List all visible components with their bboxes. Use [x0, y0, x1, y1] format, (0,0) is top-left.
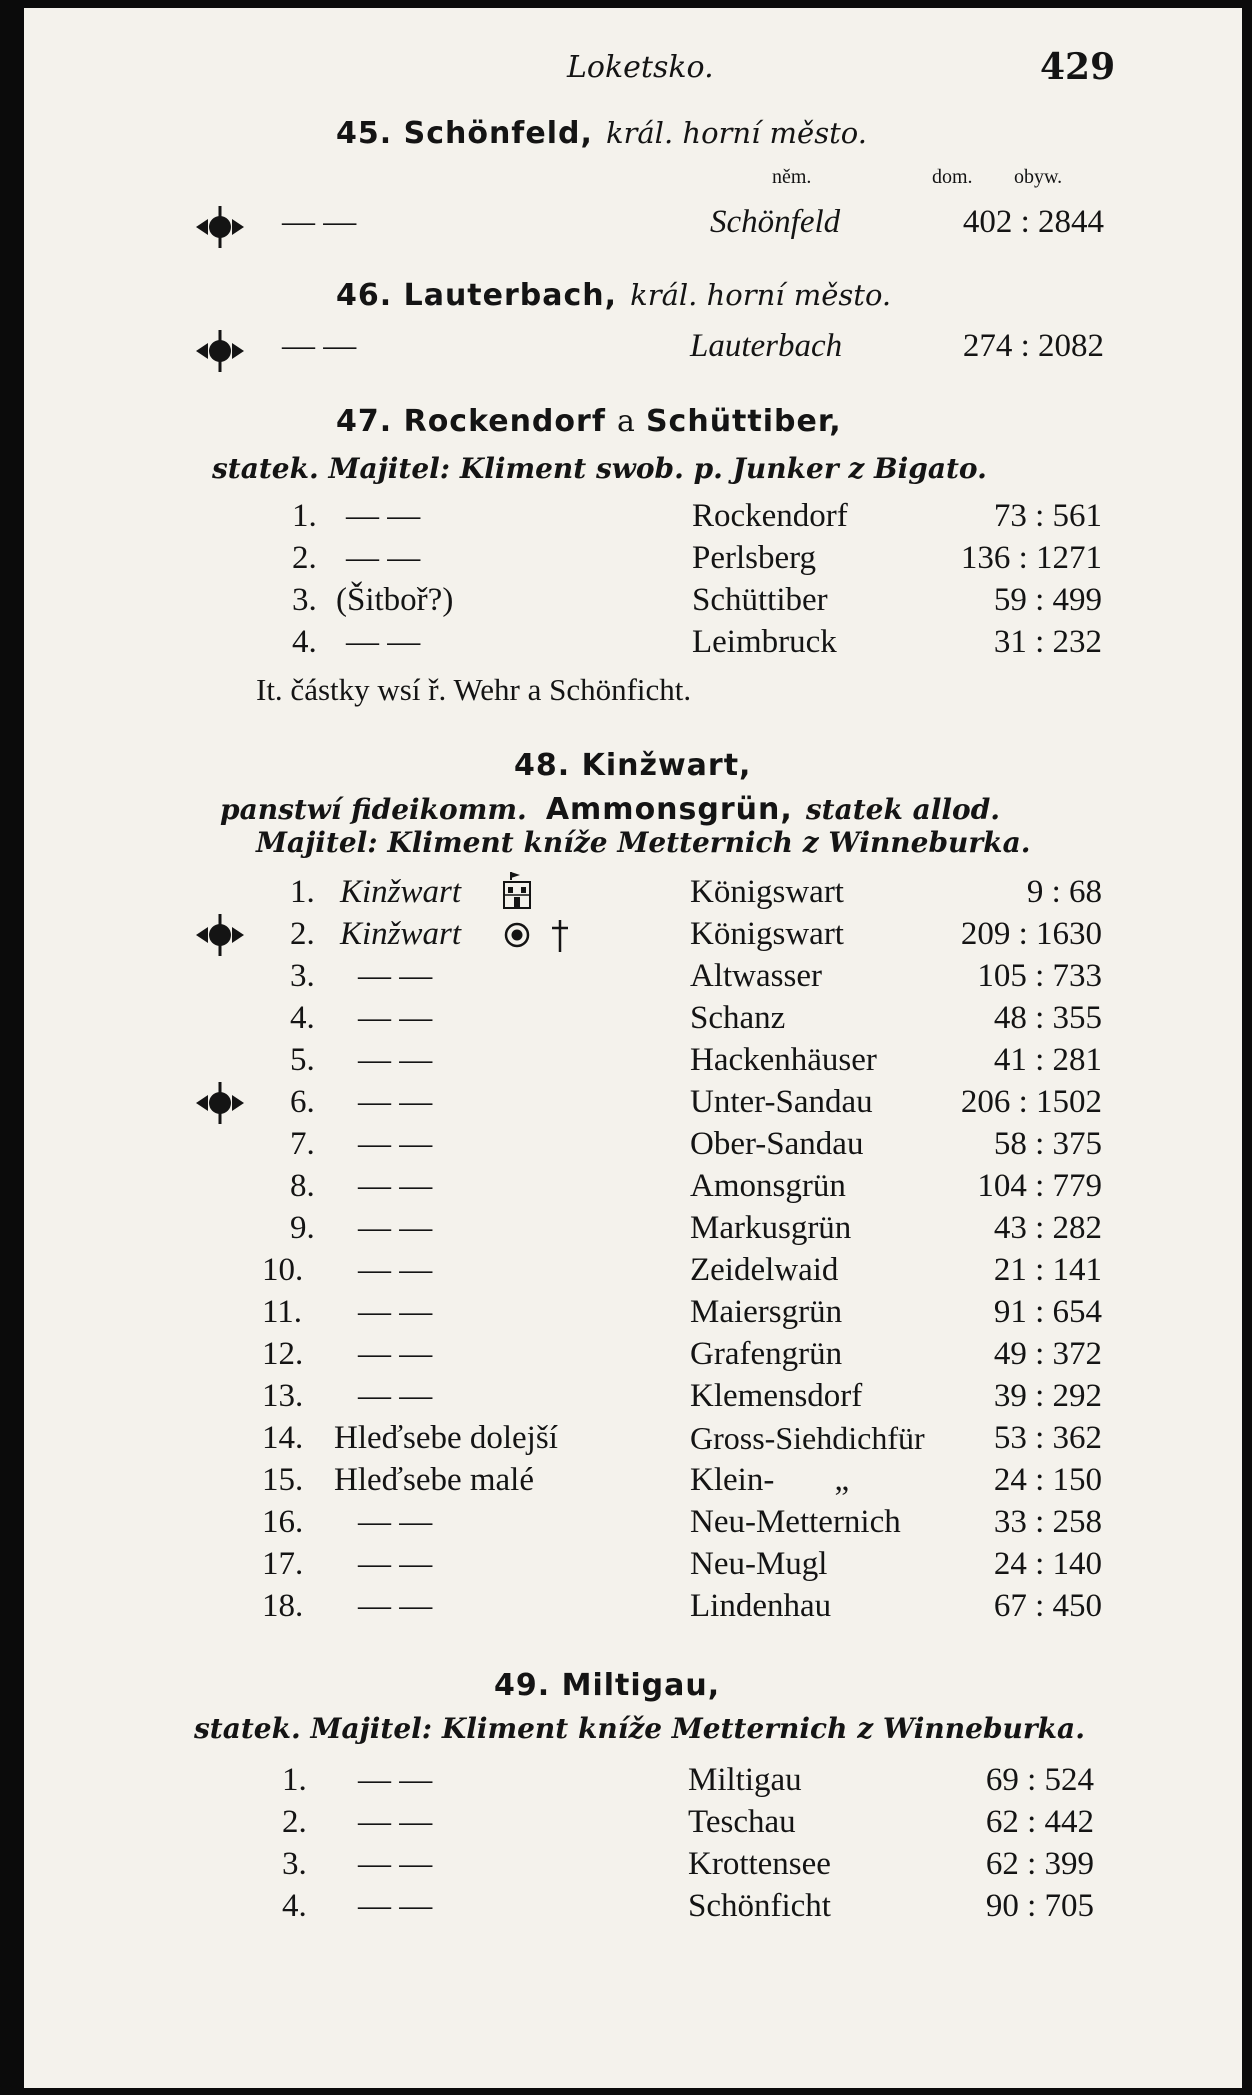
czech-name: — — — [358, 1588, 433, 1624]
german-name: Unter-Sandau — [690, 1084, 873, 1120]
german-name: Maiersgrün — [690, 1294, 843, 1330]
heading-conjunction: a — [616, 404, 635, 439]
german-name: Königswart — [690, 916, 844, 952]
population-value: 206 : 1502 — [960, 1084, 1102, 1120]
row-number: 9. — [290, 1210, 315, 1246]
estate-name: Ammonsgrün, — [545, 792, 793, 827]
population-value: 53 : 362 — [993, 1420, 1102, 1456]
german-name: Zeidelwaid — [690, 1252, 839, 1288]
section-45-heading — [336, 116, 867, 151]
german-name: Ober-Sandau — [690, 1126, 864, 1162]
population-value: 41 : 281 — [993, 1042, 1102, 1078]
german-name: Miltigau — [688, 1762, 802, 1798]
population-value: 62 : 399 — [985, 1846, 1094, 1882]
row-number: 2. — [292, 540, 317, 576]
czech-name: Kinžwart — [340, 916, 462, 952]
population-value: 73 : 561 — [993, 498, 1102, 534]
market-cross-icon — [192, 330, 248, 372]
population-value: 43 : 282 — [993, 1210, 1102, 1246]
german-name: Neu-Mugl — [690, 1546, 828, 1582]
population-value: 59 : 499 — [993, 582, 1102, 618]
row-number: 13. — [262, 1378, 304, 1414]
german-name: Schönficht — [688, 1888, 831, 1924]
owner-line: statek. Majitel: Kliment swob. p. Junker z Bigato. — [212, 452, 987, 485]
population-value: 90 : 705 — [985, 1888, 1094, 1924]
section-note: It. částky wsí ř. Wehr a Schönficht. — [256, 672, 692, 707]
market-cross-icon — [192, 914, 248, 956]
population-value: 274 : 2082 — [962, 328, 1104, 364]
section-47-heading — [336, 404, 842, 439]
section-48-heading: 48. Kinžwart, — [514, 748, 752, 783]
row-number: 4. — [290, 1000, 315, 1036]
estate-line — [220, 792, 1000, 827]
row-number: 5. — [290, 1042, 315, 1078]
czech-name: — — — [358, 1210, 433, 1246]
row-number: 3. — [292, 582, 317, 618]
czech-name: — — — [358, 1000, 433, 1036]
population-value: 33 : 258 — [993, 1504, 1102, 1540]
german-name: Schönfeld — [710, 204, 841, 240]
german-name: Lindenhau — [690, 1588, 832, 1624]
row-number: 6. — [290, 1084, 315, 1120]
owner-line: Majitel: Kliment kníže Metternich z Winneburka. — [256, 826, 1031, 859]
german-name: Krottensee — [688, 1846, 831, 1882]
population-value: 136 : 1271 — [960, 540, 1102, 576]
population-value: 39 : 292 — [993, 1378, 1102, 1414]
estate-type: panstwí fideikomm. — [220, 793, 527, 826]
population-value: 48 : 355 — [993, 1000, 1102, 1036]
czech-name: (Šitboř?) — [336, 582, 454, 618]
population-value: 62 : 442 — [985, 1804, 1094, 1840]
owner-line: statek. Majitel: Kliment kníže Metternich z Winneburka. — [194, 1712, 1085, 1745]
population-value: 402 : 2844 — [962, 204, 1104, 240]
czech-name: — — — [358, 1762, 433, 1798]
row-number: 17. — [262, 1546, 304, 1582]
czech-name: — — — [358, 1252, 433, 1288]
row-number: 1. — [290, 874, 315, 910]
czech-name: — — — [346, 498, 421, 534]
german-name: Schanz — [690, 1000, 786, 1036]
section-49-heading: 49. Miltigau, — [494, 1668, 721, 1703]
row-number: 2. — [290, 916, 315, 952]
population-value: 21 : 141 — [993, 1252, 1102, 1288]
czech-name: Hleďsebe dolejší — [334, 1420, 558, 1456]
czech-name: — — — [358, 1846, 433, 1882]
population-value: 67 : 450 — [993, 1588, 1102, 1624]
population-value: 24 : 140 — [993, 1546, 1102, 1582]
page-sheet — [24, 8, 1242, 2088]
czech-name: — — — [346, 624, 421, 660]
german-name: Klemensdorf — [690, 1378, 863, 1414]
estate-type: statek allod. — [805, 793, 1001, 826]
czech-name: — — — [358, 1294, 433, 1330]
czech-name: — — — [282, 328, 357, 364]
market-cross-icon — [192, 1082, 248, 1124]
row-number: 7. — [290, 1126, 315, 1162]
german-name: Schüttiber — [692, 582, 828, 618]
population-value: 105 : 733 — [977, 958, 1102, 994]
population-value: 209 : 1630 — [960, 916, 1102, 952]
german-name: Markusgrün — [690, 1210, 852, 1246]
czech-name: — — — [358, 1804, 433, 1840]
row-number: 10. — [262, 1252, 304, 1288]
czech-name: — — — [358, 1336, 433, 1372]
section-kind: král. horní město. — [630, 278, 892, 312]
german-name: Teschau — [688, 1804, 796, 1840]
section-46-heading — [336, 278, 891, 313]
german-name: Rockendorf — [692, 498, 848, 534]
section-kind: král. horní město. — [605, 116, 867, 150]
row-number: 1. — [292, 498, 317, 534]
german-name: Altwasser — [690, 958, 822, 994]
czech-name: — — — [358, 1126, 433, 1162]
german-name: Klein- „ — [690, 1462, 850, 1498]
population-value: 9 : 68 — [1026, 874, 1102, 910]
row-number: 16. — [262, 1504, 304, 1540]
row-number: 14. — [262, 1420, 304, 1456]
section-heading-text: Schüttiber, — [645, 404, 842, 439]
row-number: 1. — [282, 1762, 307, 1798]
population-value: 58 : 375 — [993, 1126, 1102, 1162]
row-number: 4. — [282, 1888, 307, 1924]
czech-name: — — — [346, 540, 421, 576]
czech-name: Hleďsebe malé — [334, 1462, 534, 1498]
column-label-obyv: obyw. — [1014, 166, 1063, 188]
row-number: 3. — [282, 1846, 307, 1882]
population-value: 31 : 232 — [993, 624, 1102, 660]
row-number: 18. — [262, 1588, 304, 1624]
population-value: 104 : 779 — [977, 1168, 1102, 1204]
castle-icon — [502, 870, 532, 910]
section-heading-text: 45. Schönfeld, — [336, 116, 593, 151]
row-number: 2. — [282, 1804, 307, 1840]
german-name: Königswart — [690, 874, 844, 910]
german-name: Neu-Metternich — [690, 1504, 901, 1540]
row-number: 12. — [262, 1336, 304, 1372]
market-cross-icon — [192, 206, 248, 248]
column-label-dom: dom. — [932, 166, 973, 188]
town-icon — [504, 922, 530, 948]
population-value: 91 : 654 — [993, 1294, 1102, 1330]
german-name: Perlsberg — [692, 540, 817, 576]
czech-name: Kinžwart — [340, 874, 462, 910]
czech-name: — — — [358, 1168, 433, 1204]
czech-name: — — — [358, 958, 433, 994]
czech-name: — — — [358, 1084, 433, 1120]
section-heading-text: 47. Rockendorf — [336, 404, 606, 439]
german-name: Leimbruck — [692, 624, 837, 660]
german-name: Amonsgrün — [690, 1168, 846, 1204]
czech-name: — — — [358, 1504, 433, 1540]
column-label-nem: něm. — [772, 166, 812, 188]
german-name: Grafengrün — [690, 1336, 843, 1372]
page-title: Loketsko. — [567, 50, 714, 85]
population-value: 49 : 372 — [993, 1336, 1102, 1372]
population-value: 69 : 524 — [985, 1762, 1094, 1798]
german-name: Lauterbach — [690, 328, 843, 364]
german-name: Gross-Siehdichfür — [690, 1420, 925, 1456]
row-number: 3. — [290, 958, 315, 994]
row-number: 11. — [262, 1294, 303, 1330]
czech-name: — — — [358, 1546, 433, 1582]
row-number: 15. — [262, 1462, 304, 1498]
row-number: 4. — [292, 624, 317, 660]
population-value: 24 : 150 — [993, 1462, 1102, 1498]
section-heading-text: 46. Lauterbach, — [336, 278, 618, 313]
czech-name: — — — [358, 1042, 433, 1078]
row-number: 8. — [290, 1168, 315, 1204]
german-name: Hackenhäuser — [690, 1042, 877, 1078]
czech-name: — — — [358, 1888, 433, 1924]
czech-name: — — — [282, 204, 357, 240]
czech-name: — — — [358, 1378, 433, 1414]
page-number: 429 — [1040, 46, 1116, 88]
church-cross-icon — [550, 918, 570, 954]
